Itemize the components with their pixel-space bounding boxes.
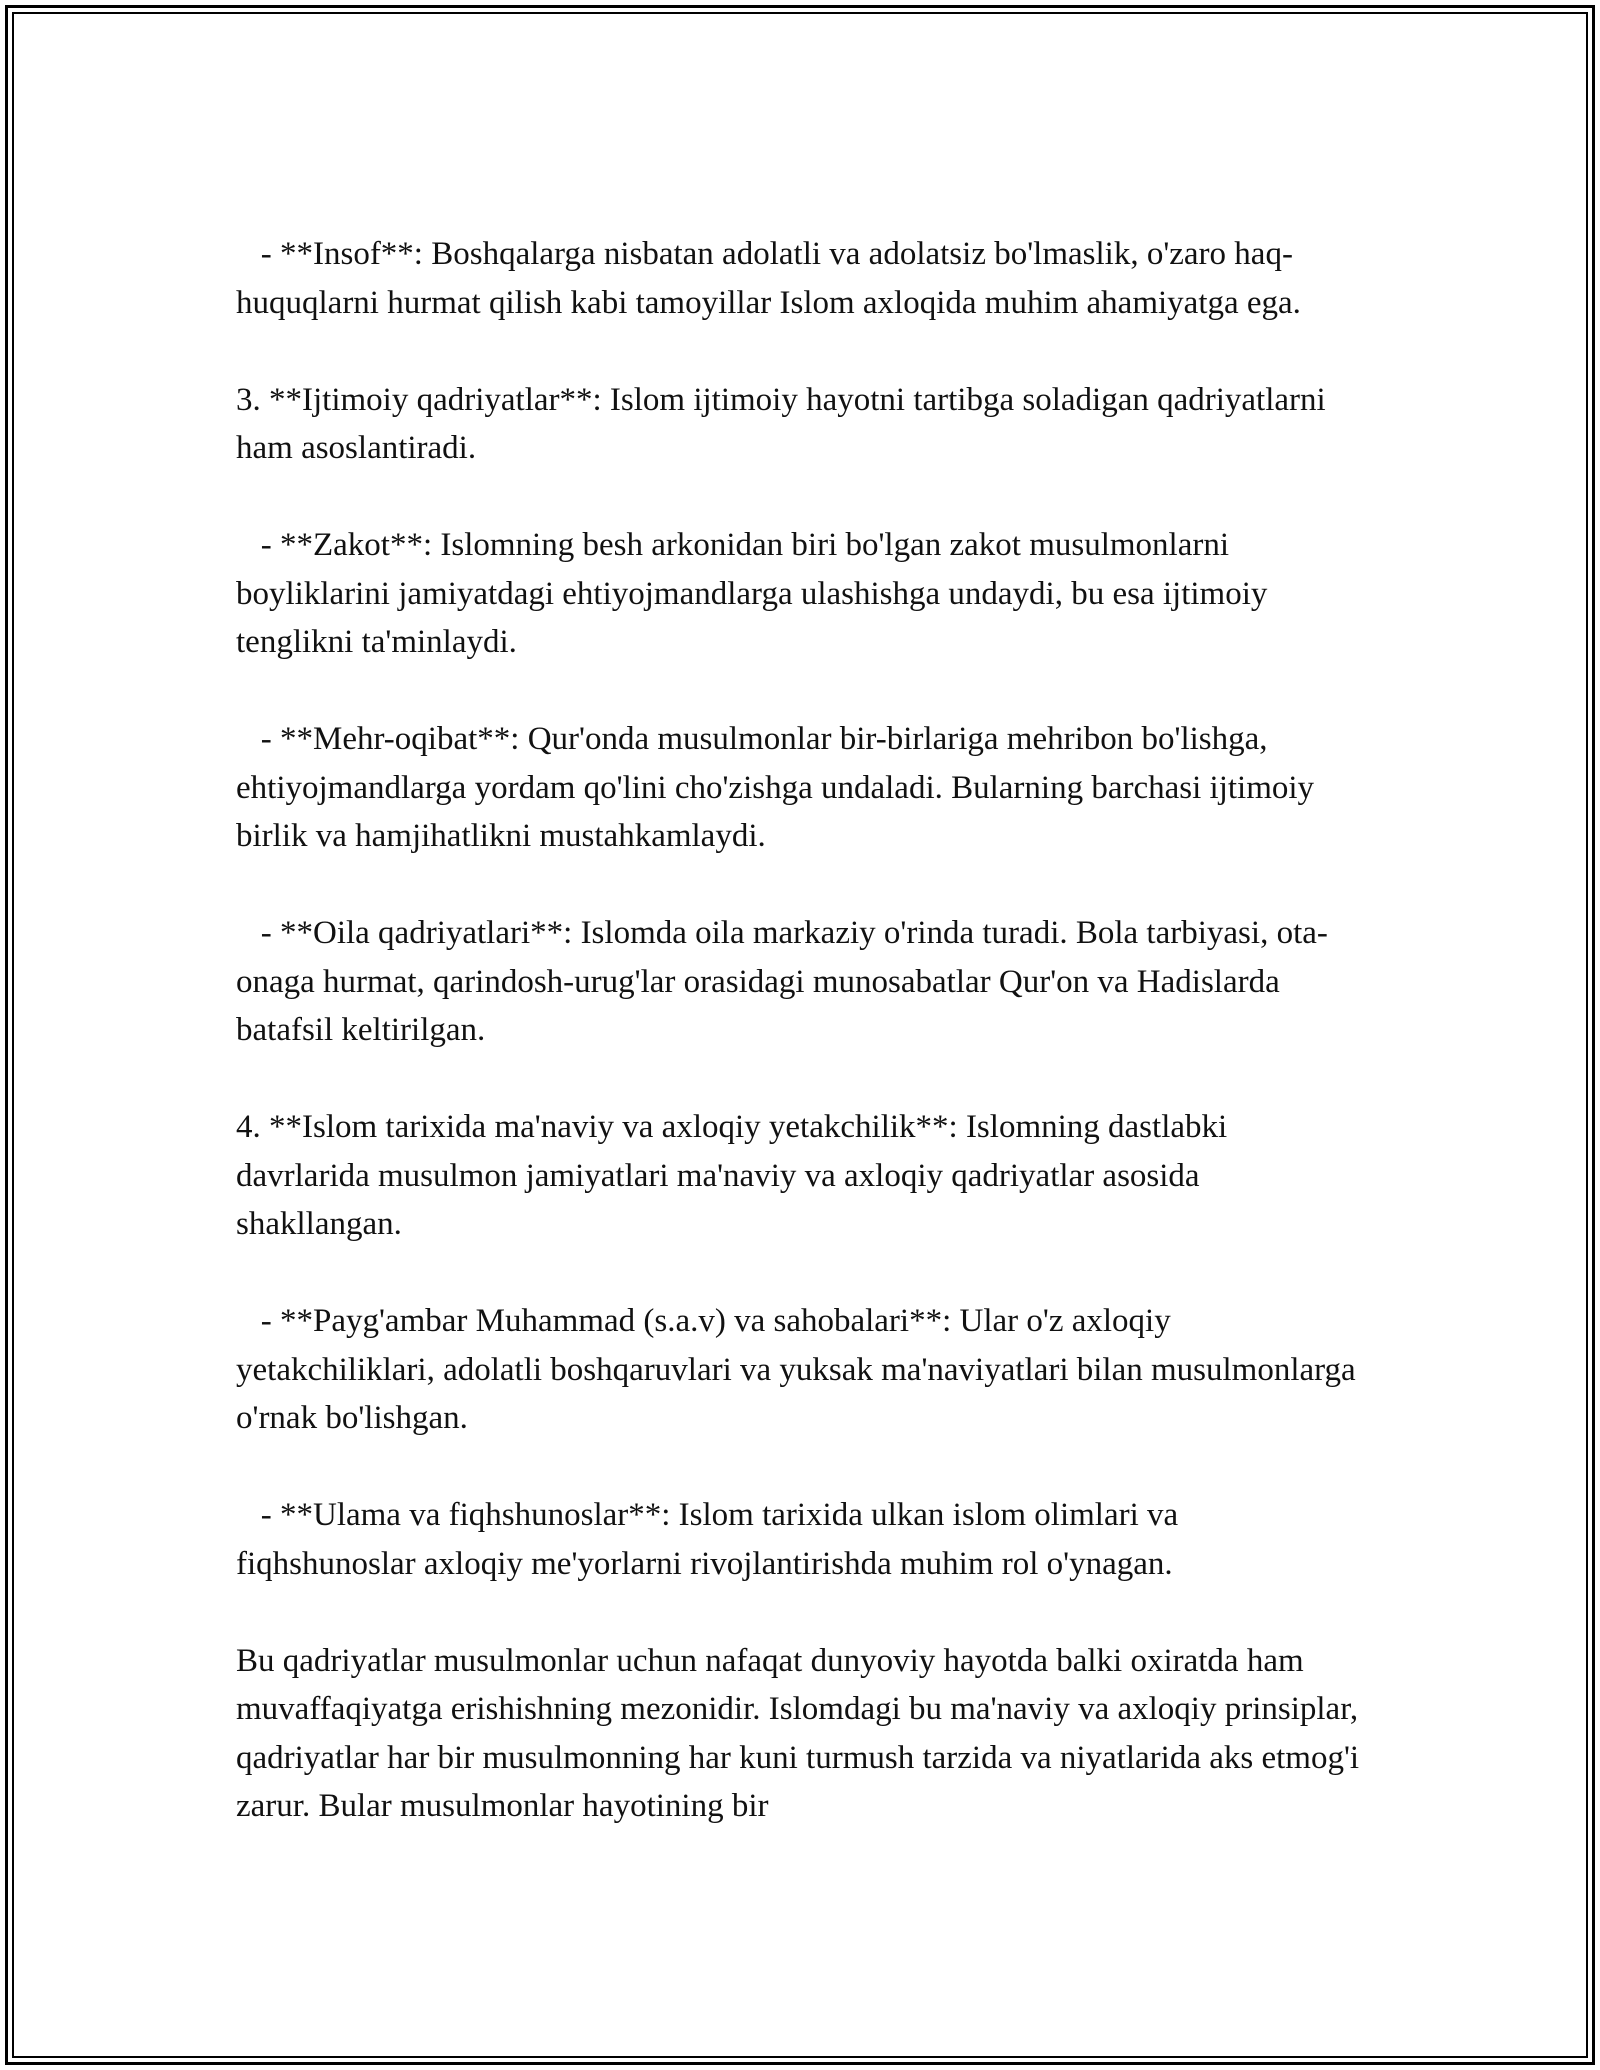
paragraph-zakot: - **Zakot**: Islomning besh arkonidan biri bo'lgan zakot musulmonlarni boyliklarini jamiyatdagi ehtiyojmandlarga ulashishga undaydi, bu esa ijtimoiy tenglikni ta'minlaydi. (236, 527, 1276, 660)
document-body (236, 230, 1366, 1831)
paragraph-insof: - **Insof**: Boshqalarga nisbatan adolatli va adolatsiz bo'lmaslik, o'zaro haq-huquqlarni hurmat qilish kabi tamoyillar Islom axloqida muhim ahamiyatga ega. (236, 236, 1301, 321)
paragraph-conclusion: Bu qadriyatlar musulmonlar uchun nafaqat dunyoviy hayotda balki oxiratda ham muvaffaqiyatga erishishning mezonidir. Islomdagi bu ma'naviy va axloqiy prinsiplar, qadriyatlar har bir musulmonning har kuni turmush tarzida va niyatlarida aks etmog'i zarur. Bular musulmonlar hayotining bir (236, 1642, 1368, 1824)
paragraph-ulama: - **Ulama va fiqhshunoslar**: Islom tarixida ulkan islom olimlari va fiqhshunoslar axloqiy me'yorlarni rivojlantirishda muhim rol o'ynagan. (236, 1497, 1187, 1582)
paragraph-ijtimoiy-qadriyatlar: 3. **Ijtimoiy qadriyatlar**: Islom ijtimoiy hayotni tartibga soladigan qadriyatlarni ham asoslantiradi. (236, 381, 1334, 466)
paragraph-oila-qadriyatlari: - **Oila qadriyatlari**: Islomda oila markaziy o'rinda turadi. Bola tarbiyasi, ota-onaga hurmat, qarindosh-urug'lar orasidagi munosabatlar Qur'on va Hadislarda batafsil keltirilgan. (236, 915, 1328, 1048)
paragraph-paygambar: - **Payg'ambar Muhammad (s.a.v) va sahobalari**: Ular o'z axloqiy yetakchiliklari, adolatli boshqaruvlari va yuksak ma'naviyatlari bilan musulmonlarga o'rnak bo'lishgan. (236, 1303, 1364, 1436)
paragraph-islom-tarixida: 4. **Islom tarixida ma'naviy va axloqiy yetakchilik**: Islomning dastlabki davrlarida musulmon jamiyatlari ma'naviy va axloqiy qadriyatlar asosida shakllangan. (236, 1109, 1236, 1242)
paragraph-mehr-oqibat: - **Mehr-oqibat**: Qur'onda musulmonlar bir-birlariga mehribon bo'lishga, ehtiyojmandlarga yordam qo'lini cho'zishga undaladi. Bularning barchasi ijtimoiy birlik va hamjihatlikni mustahkamlaydi. (236, 721, 1323, 854)
